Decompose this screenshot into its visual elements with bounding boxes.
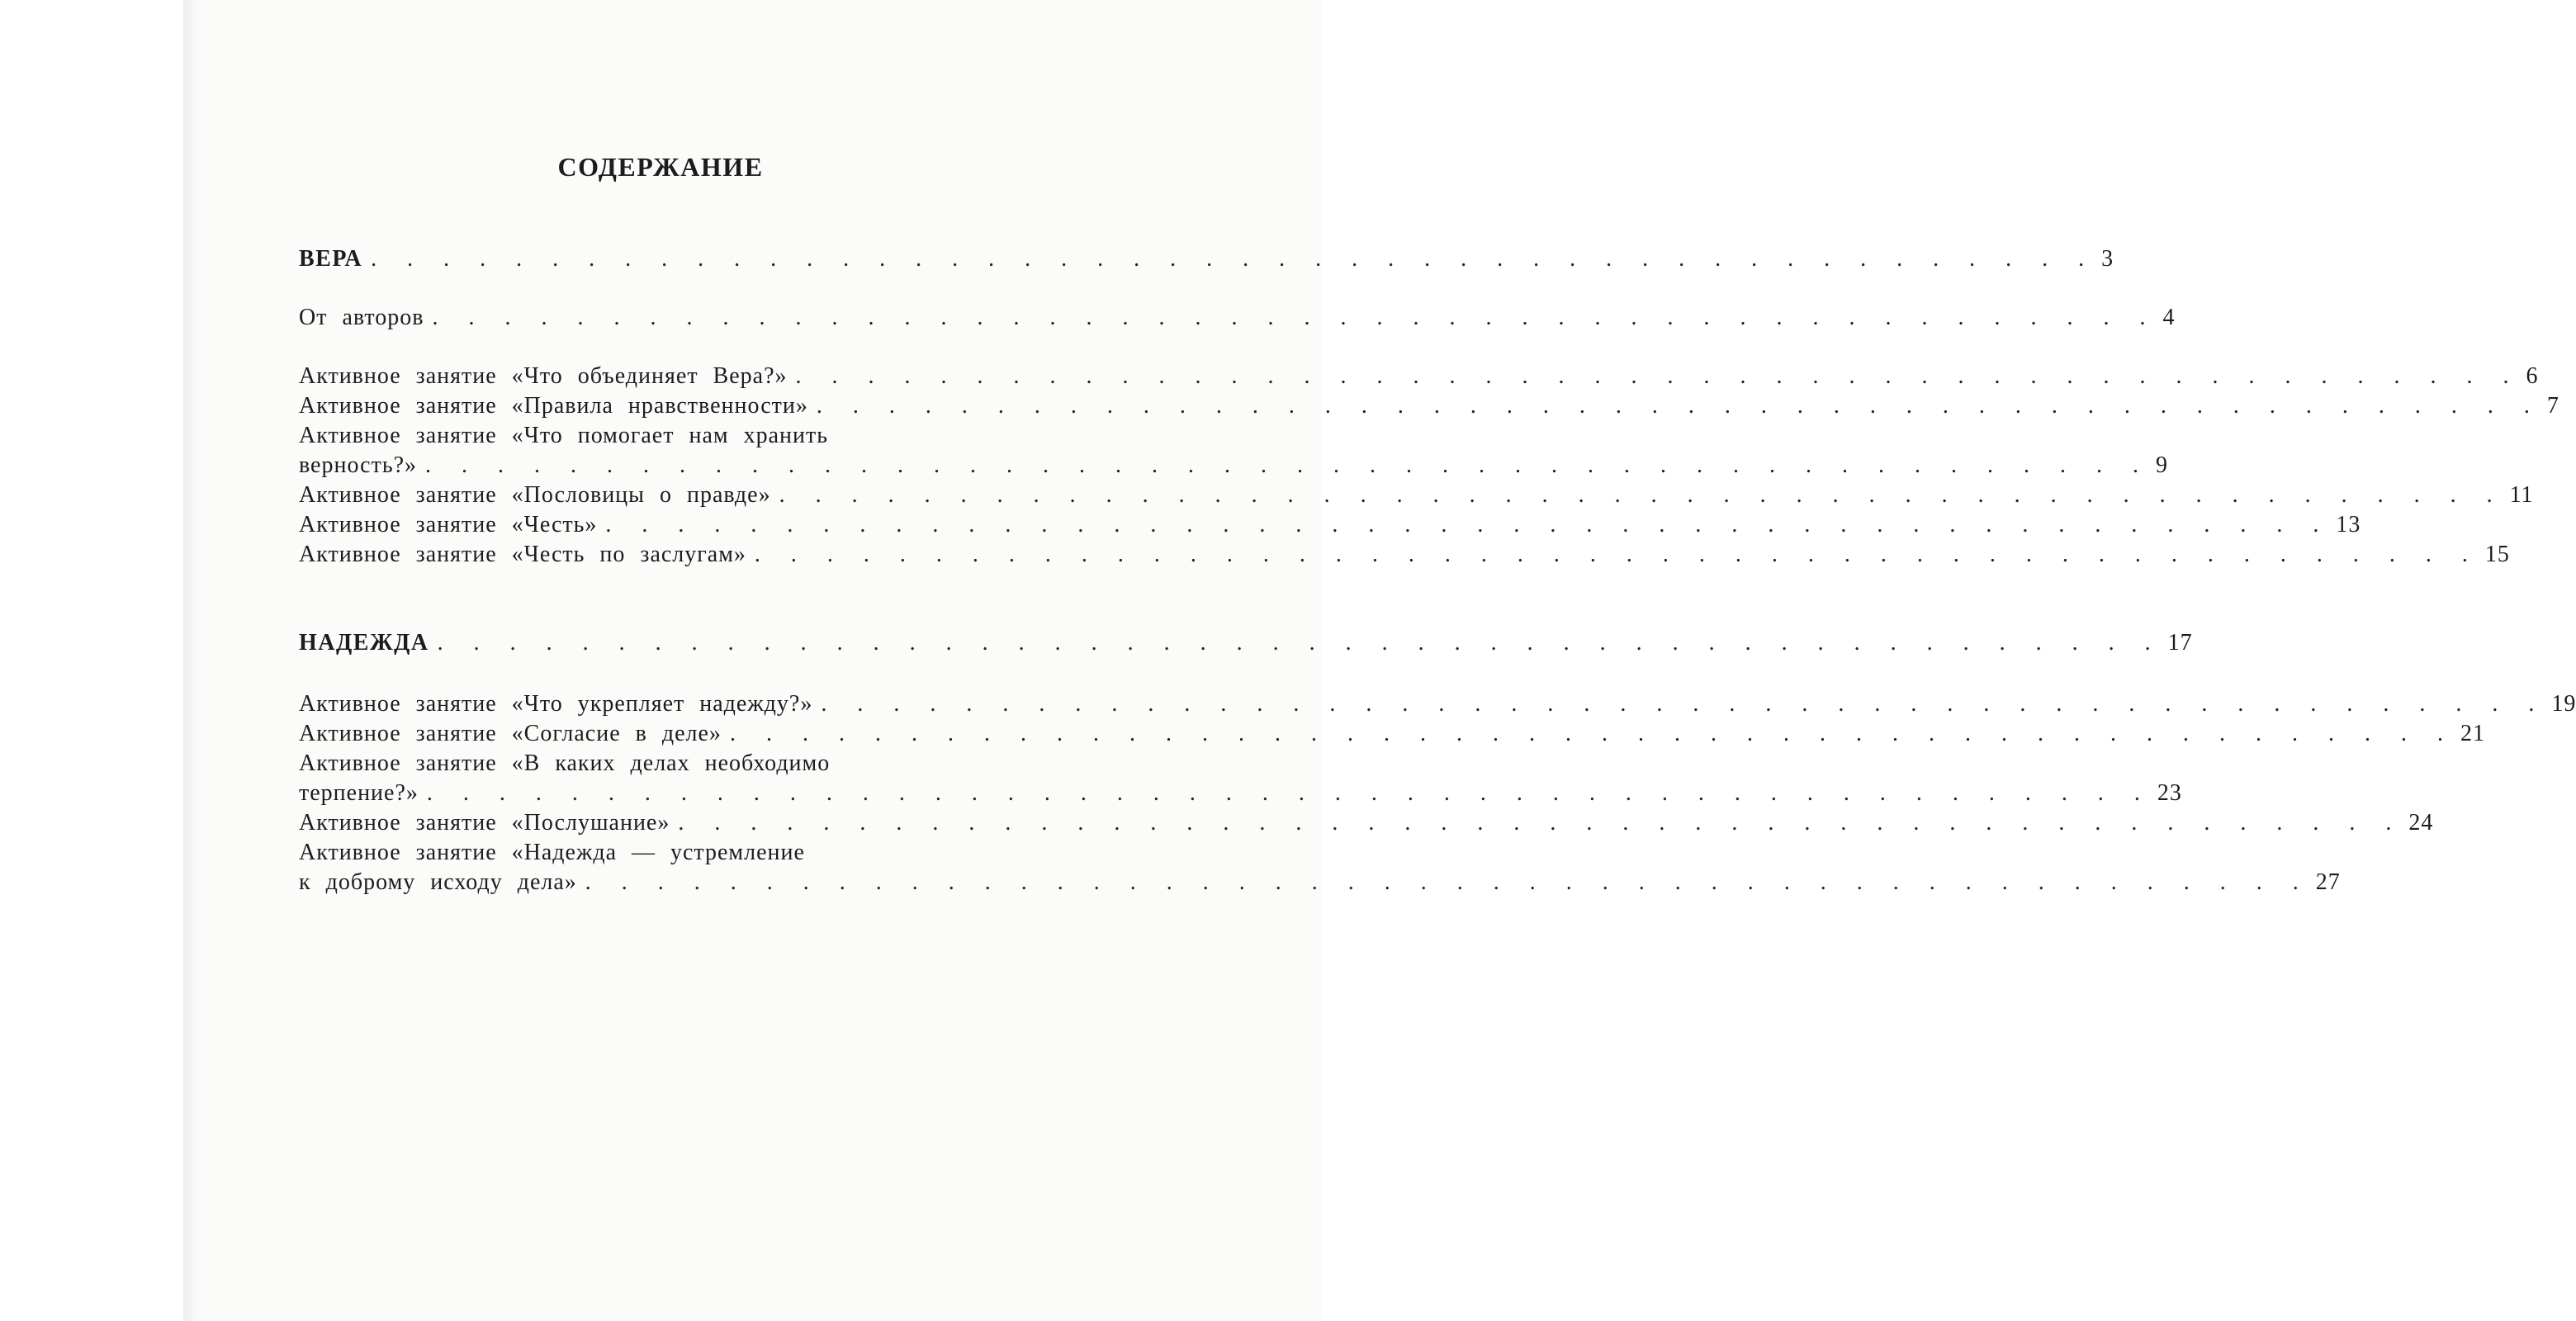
toc-leader-dots: . . . . . . . . . . . . . . . . . . . . . . . . . . . . . . . . . . . . . . . . . . . . . . . . [425,452,2152,478]
book-page [183,0,1321,1321]
toc-entry-title-line1: Активное занятие «Что помогает нам хранить [299,423,828,448]
toc-leader-dots: . . . . . . . . . . . . . . . . . . . . . . . . . . . . . . . . . . . . . . . . . . . . . . . . [779,482,2505,508]
toc-entry [299,689,2576,720]
toc-leader-dots: . . . . . . . . . . . . . . . . . . . . . . . . . . . . . . . . . . . . . . . . . . . . . . . . [432,305,2158,330]
toc-page-number: 15 [2484,542,2510,567]
toc-entry-title-line1: Активное занятие «В каких делах необходимо [299,750,831,776]
toc-entry-title: Активное занятие «Что укрепляет надежду?» [299,691,813,717]
toc-leader-dots: . . . . . . . . . . . . . . . . . . . . . . . . . . . . . . . . . . . . . . . . . . . . . . . . [795,363,2522,389]
toc-entry [299,480,2534,511]
toc-page-number: 21 [2460,721,2485,746]
toc-page-number: 13 [2336,512,2361,537]
toc-entry-title: Активное занятие «Пословицы о правде» [299,482,771,508]
toc-entry [299,867,2341,898]
toc-entry-title: Активное занятие «Правила нравственности» [299,393,808,419]
toc-entry [299,391,2559,422]
toc-leader-dots: . . . . . . . . . . . . . . . . . . . . . . . . . . . . . . . . . . . . . . . . . . . . . . . . [821,691,2547,717]
toc-leader-dots: . . . . . . . . . . . . . . . . . . . . . . . . . . . . . . . . . . . . . . . . . . . . . . . . [816,393,2542,419]
toc-leader-dots: . . . . . . . . . . . . . . . . . . . . . . . . . . . . . . . . . . . . . . . . . . . . . . . . [754,542,2480,567]
toc-leader-dots: . . . . . . . . . . . . . . . . . . . . . . . . . . . . . . . . . . . . . . . . . . . . . . . . [437,630,2163,656]
toc-leader-dots: . . . . . . . . . . . . . . . . . . . . . . . . . . . . . . . . . . . . . . . . . . . . . . . . [678,810,2404,836]
toc-leader-dots: . . . . . . . . . . . . . . . . . . . . . . . . . . . . . . . . . . . . . . . . . . . . . . . . [729,721,2455,746]
toc-entry-title: Активное занятие «Согласие в деле» [299,721,722,746]
toc-page-number: 7 [2546,393,2559,419]
toc-entry-title: Активное занятие «Послушание» [299,810,670,836]
toc-entry-title: НАДЕЖДА [299,630,429,656]
toc-entry-title: терпение?» [299,780,419,806]
toc-entry-title: к доброму исходу дела» [299,869,577,895]
toc-page-number: 17 [2167,630,2193,656]
toc-entry [299,302,2176,334]
toc-page-number: 3 [2101,246,2114,272]
toc-page-number: 4 [2162,305,2176,330]
toc-page-number: 9 [2156,452,2169,478]
toc-entry-title: верность?» [299,452,418,478]
toc-entry-title: Активное занятие «Честь по заслугам» [299,542,746,567]
toc-entry-title: Активное занятие «Честь» [299,512,598,537]
toc-section-vera [299,244,2114,275]
toc-page-number: 23 [2157,780,2182,806]
toc-entry-title-line1: Активное занятие «Надежда — устремление [299,840,805,865]
toc-entry [299,361,2539,392]
page-binding-shadow [183,0,200,1321]
toc-entry-title: От авторов [299,305,424,330]
toc-entry [299,539,2510,571]
toc-entry-title: Активное занятие «Что объединяет Вера?» [299,363,788,389]
toc-page-number: 19 [2551,691,2576,717]
toc-page-number: 27 [2315,869,2341,895]
toc-page-number: 6 [2526,363,2539,389]
toc-entry [299,450,2169,481]
toc-entry-title: ВЕРА [299,246,363,272]
contents-heading: СОДЕРЖАНИЕ [557,152,764,182]
toc-page-number: 24 [2408,810,2434,836]
toc-entry [299,778,2182,809]
toc-leader-dots: . . . . . . . . . . . . . . . . . . . . . . . . . . . . . . . . . . . . . . . . . . . . . . . . [585,869,2311,895]
toc-entry [299,718,2485,750]
toc-page-number: 11 [2509,482,2534,508]
toc-section-nadezhda [299,627,2193,659]
toc-leader-dots: . . . . . . . . . . . . . . . . . . . . . . . . . . . . . . . . . . . . . . . . . . . . . . . . [605,512,2332,537]
toc-entry [299,509,2361,541]
toc-entry [299,807,2434,839]
toc-leader-dots: . . . . . . . . . . . . . . . . . . . . . . . . . . . . . . . . . . . . . . . . . . . . . . . . [426,780,2152,806]
toc-leader-dots: . . . . . . . . . . . . . . . . . . . . . . . . . . . . . . . . . . . . . . . . . . . . . . . . [371,246,2097,272]
